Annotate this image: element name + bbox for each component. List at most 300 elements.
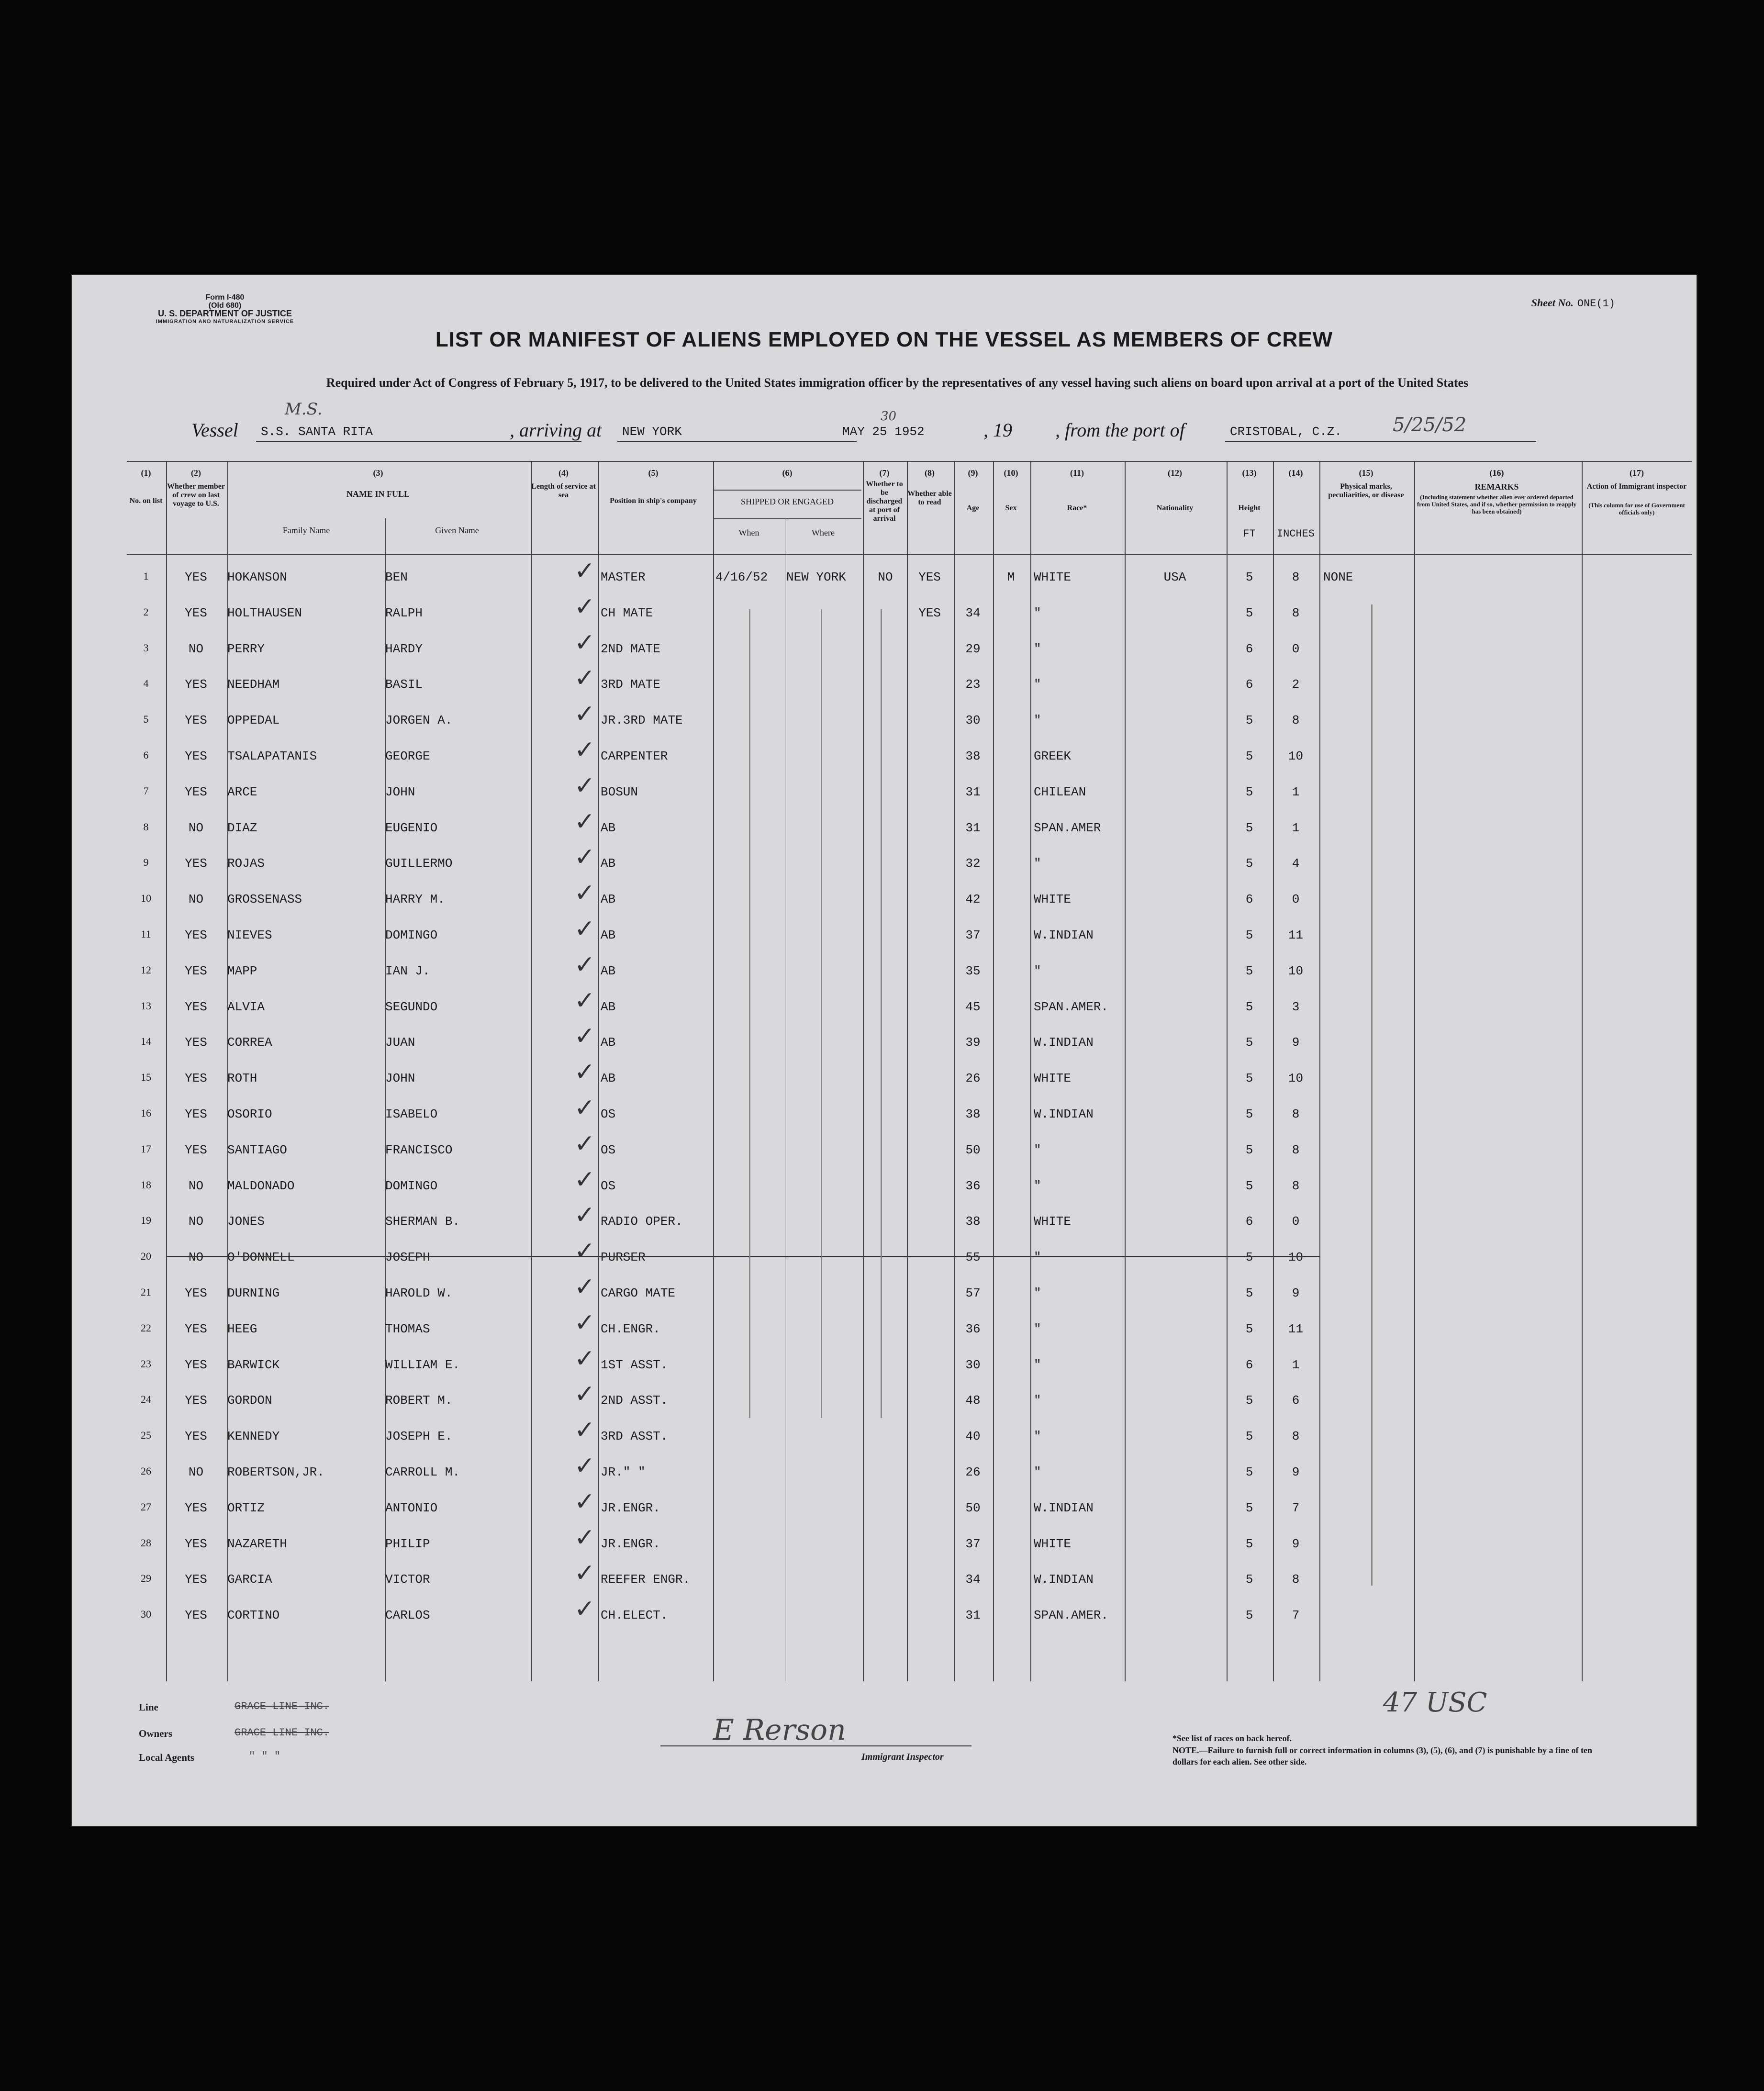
col-remarks-header: REMARKS: [1474, 482, 1519, 492]
crew-race-cell: ": [1034, 1286, 1041, 1300]
crew-last-cell: YES: [185, 856, 207, 871]
crew-ft-cell: 5: [1245, 820, 1253, 835]
crew-given-cell: DOMINGO: [385, 928, 438, 942]
check-mark-icon: ✓: [574, 664, 595, 693]
crew-position-cell: CH.ELECT.: [601, 1608, 668, 1623]
crew-in-cell: 1: [1292, 784, 1300, 799]
line-value: GRACE LINE INC.: [234, 1700, 330, 1712]
crew-last-cell: YES: [185, 1572, 207, 1587]
crew-ft-cell: 6: [1245, 677, 1253, 692]
crew-last-cell: YES: [185, 1357, 207, 1372]
form-agency: U. S. DEPARTMENT OF JUSTICE: [158, 309, 292, 318]
crew-row: [127, 915, 1692, 959]
crew-age-cell: 30: [965, 1357, 981, 1372]
owners-label: Owners: [139, 1728, 172, 1739]
crew-row: [127, 592, 1692, 637]
crew-family-cell: OSORIO: [227, 1107, 272, 1121]
crew-no-cell: 13: [141, 999, 151, 1012]
crew-race-cell: W.INDIAN: [1034, 928, 1094, 942]
check-mark-icon: ✓: [574, 950, 595, 979]
crew-no-cell: 19: [141, 1214, 151, 1227]
crew-position-cell: MASTER: [601, 570, 646, 584]
crew-when-cell: 4/16/52: [715, 570, 768, 584]
col-discharged-header: Whether to be discharged at port of arrival: [866, 480, 903, 523]
crew-in-cell: 9: [1292, 1035, 1300, 1050]
owners-value: GRACE LINE INC.: [234, 1727, 330, 1739]
departure-port: CRISTOBAL, C.Z.: [1230, 425, 1342, 439]
crew-position-cell: 1ST ASST.: [601, 1357, 668, 1372]
crew-family-cell: HEEG: [227, 1321, 257, 1336]
check-mark-icon: ✓: [574, 1129, 595, 1158]
arrival-port: NEW YORK: [622, 425, 682, 439]
crew-position-cell: AB: [601, 892, 616, 907]
col-service-header: Length of service at sea: [531, 482, 596, 499]
crew-row: [127, 628, 1692, 673]
crew-family-cell: NIEVES: [227, 928, 272, 942]
crew-ft-cell: 5: [1245, 713, 1253, 728]
crew-family-cell: OPPEDAL: [227, 713, 280, 728]
crew-in-cell: 10: [1288, 963, 1304, 978]
crew-race-cell: CHILEAN: [1034, 784, 1086, 799]
check-mark-icon: ✓: [574, 700, 595, 729]
crew-ft-cell: 5: [1245, 1572, 1253, 1587]
crew-position-cell: AB: [601, 999, 616, 1014]
crew-last-cell: YES: [185, 1286, 207, 1300]
crew-row: [127, 1165, 1692, 1210]
col-marks-header: Physical marks, peculiarities, or disease: [1328, 482, 1404, 499]
crew-age-cell: 36: [965, 1321, 981, 1336]
crew-row: [127, 1380, 1692, 1424]
crew-in-cell: 0: [1292, 892, 1300, 907]
crew-in-cell: 10: [1288, 1250, 1304, 1265]
crew-family-cell: ROJAS: [227, 856, 265, 871]
form-number: Form I-480: [205, 293, 245, 302]
crew-position-cell: OS: [601, 1107, 616, 1121]
crew-race-cell: ": [1034, 1465, 1041, 1479]
check-mark-icon: ✓: [574, 1058, 595, 1087]
crew-given-cell: GUILLERMO: [385, 856, 453, 871]
col-name-header: NAME IN FULL: [346, 489, 410, 499]
crew-family-cell: ROBERTSON,JR.: [227, 1465, 324, 1479]
crew-race-cell: W.INDIAN: [1034, 1107, 1094, 1121]
crew-row: [127, 1308, 1692, 1353]
crew-in-cell: 6: [1292, 1393, 1300, 1408]
col-shipped-header: SHIPPED OR ENGAGED: [740, 497, 834, 506]
crew-age-cell: 31: [965, 1608, 981, 1623]
crew-no-cell: 3: [143, 641, 149, 654]
column-number: (3): [373, 468, 383, 478]
crew-given-cell: EUGENIO: [385, 820, 438, 835]
crew-last-cell: YES: [185, 1393, 207, 1408]
crew-given-cell: HARRY M.: [385, 892, 445, 907]
crew-family-cell: MAPP: [227, 963, 257, 978]
crew-no-cell: 29: [141, 1572, 151, 1585]
crew-position-cell: CARGO MATE: [601, 1286, 676, 1300]
crew-in-cell: 7: [1292, 1500, 1300, 1515]
crew-family-cell: GORDON: [227, 1393, 272, 1408]
crew-in-cell: 8: [1292, 1429, 1300, 1444]
crew-age-cell: 40: [965, 1429, 981, 1444]
crew-given-cell: CARROLL M.: [385, 1465, 460, 1479]
crew-ft-cell: 5: [1245, 1500, 1253, 1515]
pencil-ditto-line: [821, 609, 822, 1418]
sheet-number-value: ONE(1): [1577, 298, 1615, 310]
crew-age-cell: 55: [965, 1250, 981, 1265]
column-number: (16): [1489, 468, 1504, 478]
vessel-hand-prefix: M.S.: [285, 400, 323, 419]
vessel-line: [72, 400, 1697, 447]
crew-ft-cell: 5: [1245, 963, 1253, 978]
crew-position-cell: AB: [601, 820, 616, 835]
crew-row: [127, 807, 1692, 852]
crew-position-cell: AB: [601, 1035, 616, 1050]
crew-position-cell: 3RD MATE: [601, 677, 660, 692]
agents-label: Local Agents: [139, 1752, 195, 1763]
arrival-date: MAY 25 1952: [842, 425, 925, 439]
column-number: (5): [648, 468, 659, 478]
crew-row: [127, 1237, 1692, 1281]
col-nationality-header: Nationality: [1156, 504, 1194, 512]
crew-no-cell: 1: [143, 570, 149, 582]
crew-in-cell: 10: [1288, 749, 1304, 763]
crew-row: [127, 879, 1692, 923]
crew-ft-cell: 5: [1245, 749, 1253, 763]
crew-no-cell: 20: [141, 1250, 151, 1263]
crew-family-cell: TSALAPATANIS: [227, 749, 317, 763]
col-shipped-when-header: When: [738, 528, 759, 537]
hand-date: 5/25/52: [1393, 414, 1467, 436]
crew-age-cell: 34: [965, 1572, 981, 1587]
column-number: (13): [1242, 468, 1257, 478]
crew-age-cell: 50: [965, 1142, 981, 1157]
crew-family-cell: SANTIAGO: [227, 1142, 287, 1157]
crew-no-cell: 16: [141, 1107, 151, 1119]
col-family-name-header: Family Name: [282, 526, 330, 535]
crew-given-cell: DOMINGO: [385, 1178, 438, 1193]
crew-last-cell: YES: [185, 1429, 207, 1444]
crew-row: [127, 1022, 1692, 1066]
col-no-header: No. on list: [129, 497, 163, 505]
crew-race-cell: ": [1034, 963, 1041, 978]
crew-given-cell: JOSEPH E.: [385, 1429, 453, 1444]
crew-race-cell: ": [1034, 1321, 1041, 1336]
crew-race-cell: GREEK: [1034, 749, 1072, 763]
crew-row: [127, 843, 1692, 887]
crew-family-cell: DURNING: [227, 1286, 280, 1300]
crew-position-cell: PURSER: [601, 1250, 646, 1265]
check-mark-icon: ✓: [574, 1308, 595, 1337]
arrival-date-correction: 30: [881, 409, 897, 424]
crew-family-cell: PERRY: [227, 641, 265, 656]
crew-row: [127, 950, 1692, 995]
crew-row: [127, 664, 1692, 708]
arriving-label: , arriving at: [510, 419, 602, 441]
crew-ft-cell: 5: [1245, 1286, 1253, 1300]
check-mark-icon: ✓: [574, 915, 595, 943]
crew-age-cell: 37: [965, 1536, 981, 1551]
crew-family-cell: ORTIZ: [227, 1500, 265, 1515]
crew-position-cell: AB: [601, 1071, 616, 1086]
check-mark-icon: ✓: [574, 879, 595, 908]
crew-ft-cell: 5: [1245, 856, 1253, 871]
crew-race-cell: ": [1034, 677, 1041, 692]
check-mark-icon: ✓: [574, 592, 595, 621]
crew-last-cell: YES: [185, 963, 207, 978]
crew-family-cell: CORTINO: [227, 1608, 280, 1623]
form-identifier: [144, 293, 306, 326]
crew-ft-cell: 5: [1245, 1178, 1253, 1193]
crew-age-cell: 23: [965, 677, 981, 692]
failure-note: NOTE.—Failure to furnish full or correct information in columns (3), (5), (6), and (7) is punishable by a fine of ten dollars for each alien. See other side.: [1172, 1745, 1593, 1767]
hand-number: 47 USC: [1383, 1687, 1487, 1718]
crew-race-cell: WHITE: [1034, 570, 1072, 584]
crew-in-cell: 7: [1292, 1608, 1300, 1623]
crew-age-cell: 34: [965, 605, 981, 620]
crew-row: [127, 1452, 1692, 1496]
column-number: (8): [925, 468, 935, 478]
crew-no-cell: 22: [141, 1321, 151, 1334]
crew-no-cell: 4: [143, 677, 149, 690]
crew-last-cell: NO: [188, 1465, 204, 1479]
col-sex-header: Sex: [1005, 504, 1017, 512]
crew-in-cell: 8: [1292, 1107, 1300, 1121]
crew-race-cell: ": [1034, 856, 1041, 871]
crew-position-cell: JR." ": [601, 1465, 646, 1479]
col-given-name-header: Given Name: [435, 526, 479, 535]
column-number: (9): [968, 468, 978, 478]
crew-read-cell: YES: [918, 570, 941, 584]
crew-no-cell: 5: [143, 713, 149, 726]
crew-race-cell: ": [1034, 605, 1041, 620]
crew-row: [127, 1273, 1692, 1317]
crew-age-cell: 31: [965, 820, 981, 835]
crew-race-cell: ": [1034, 641, 1041, 656]
year-label: , 19: [983, 419, 1012, 441]
crew-in-cell: 11: [1288, 928, 1304, 942]
crew-given-cell: SEGUNDO: [385, 999, 438, 1014]
crew-family-cell: HOLTHAUSEN: [227, 605, 302, 620]
crew-no-cell: 30: [141, 1608, 151, 1621]
crew-last-cell: YES: [185, 1071, 207, 1086]
crew-ft-cell: 5: [1245, 1429, 1253, 1444]
agents-value: " " ": [249, 1750, 281, 1762]
crew-row: [127, 1487, 1692, 1532]
crew-nationality-cell: USA: [1163, 570, 1186, 584]
column-number: (17): [1630, 468, 1644, 478]
crew-race-cell: ": [1034, 1178, 1041, 1193]
crew-position-cell: BOSUN: [601, 784, 638, 799]
crew-row: [127, 771, 1692, 816]
pencil-ditto-line: [749, 609, 750, 1418]
crew-position-cell: AB: [601, 856, 616, 871]
crew-race-cell: ": [1034, 1250, 1041, 1265]
crew-family-cell: ARCE: [227, 784, 257, 799]
crew-age-cell: 37: [965, 928, 981, 942]
crew-age-cell: 48: [965, 1393, 981, 1408]
check-mark-icon: ✓: [574, 1094, 595, 1122]
crew-given-cell: WILLIAM E.: [385, 1357, 460, 1372]
crew-last-cell: YES: [185, 1500, 207, 1515]
manifest-sheet: [72, 275, 1697, 1826]
crew-given-cell: ROBERT M.: [385, 1393, 453, 1408]
crew-no-cell: 21: [141, 1286, 151, 1298]
crew-race-cell: ": [1034, 1429, 1041, 1444]
crew-race-cell: WHITE: [1034, 1071, 1072, 1086]
check-mark-icon: ✓: [574, 1559, 595, 1588]
crew-position-cell: OS: [601, 1178, 616, 1193]
crew-no-cell: 11: [141, 928, 151, 940]
crew-given-cell: SHERMAN B.: [385, 1214, 460, 1229]
crew-given-cell: HARDY: [385, 641, 423, 656]
crew-ft-cell: 5: [1245, 1608, 1253, 1623]
crew-last-cell: YES: [185, 1608, 207, 1623]
check-mark-icon: ✓: [574, 1452, 595, 1480]
crew-given-cell: JUAN: [385, 1035, 415, 1050]
crew-position-cell: JR.ENGR.: [601, 1536, 660, 1551]
crew-in-cell: 2: [1292, 677, 1300, 692]
check-mark-icon: ✓: [574, 1165, 595, 1194]
crew-in-cell: 9: [1292, 1536, 1300, 1551]
column-number: (14): [1288, 468, 1303, 478]
strike-line: [166, 1256, 1319, 1257]
crew-given-cell: VICTOR: [385, 1572, 430, 1587]
crew-ft-cell: 5: [1245, 1536, 1253, 1551]
crew-age-cell: 38: [965, 1107, 981, 1121]
crew-age-cell: 42: [965, 892, 981, 907]
column-number: (4): [558, 468, 569, 478]
check-mark-icon: ✓: [574, 1273, 595, 1301]
form-old-number: (Old 680): [208, 302, 242, 310]
crew-in-cell: 9: [1292, 1286, 1300, 1300]
col-position-header: Position in ship's company: [610, 497, 697, 505]
crew-in-cell: 0: [1292, 641, 1300, 656]
check-mark-icon: ✓: [574, 1022, 595, 1051]
crew-last-cell: YES: [185, 570, 207, 584]
crew-position-cell: JR.ENGR.: [601, 1500, 660, 1515]
crew-ft-cell: 5: [1245, 1250, 1253, 1265]
crew-in-cell: 0: [1292, 1214, 1300, 1229]
sheet-number-label: Sheet No.: [1531, 297, 1574, 309]
crew-no-cell: 9: [143, 856, 149, 869]
column-number: (10): [1004, 468, 1018, 478]
col-remarks-subheader: (Including statement whether alien ever ordered deported from United States, and if so, whether permission to reapply has been obtained): [1417, 493, 1577, 515]
crew-family-cell: ROTH: [227, 1071, 257, 1086]
crew-given-cell: HAROLD W.: [385, 1286, 453, 1300]
crew-no-cell: 6: [143, 749, 149, 761]
crew-ft-cell: 5: [1245, 1035, 1253, 1050]
crew-row: [127, 1094, 1692, 1138]
check-mark-icon: ✓: [574, 1487, 595, 1516]
crew-last-cell: YES: [185, 749, 207, 763]
crew-age-cell: 38: [965, 1214, 981, 1229]
crew-position-cell: 3RD ASST.: [601, 1429, 668, 1444]
crew-last-cell: NO: [188, 1214, 204, 1229]
line-label: Line: [139, 1701, 158, 1713]
crew-race-cell: SPAN.AMER.: [1034, 999, 1109, 1014]
column-number: (7): [879, 468, 890, 478]
crew-ft-cell: 5: [1245, 999, 1253, 1014]
crew-family-cell: DIAZ: [227, 820, 257, 835]
check-mark-icon: ✓: [574, 771, 595, 800]
crew-age-cell: 26: [965, 1071, 981, 1086]
crew-age-cell: 26: [965, 1465, 981, 1479]
check-mark-icon: ✓: [574, 1237, 595, 1266]
crew-row: [127, 1595, 1692, 1639]
crew-family-cell: GARCIA: [227, 1572, 272, 1587]
crew-in-cell: 8: [1292, 1178, 1300, 1193]
crew-ft-cell: 5: [1245, 570, 1253, 584]
column-number: (12): [1168, 468, 1182, 478]
col-action-subheader: (This column for use of Government officials only): [1588, 502, 1685, 516]
crew-given-cell: JORGEN A.: [385, 713, 453, 728]
crew-no-cell: 10: [141, 892, 151, 905]
crew-row: [127, 736, 1692, 780]
crew-race-cell: W.INDIAN: [1034, 1500, 1094, 1515]
crew-no-cell: 17: [141, 1142, 151, 1155]
crew-family-cell: MALDONADO: [227, 1178, 295, 1193]
crew-row: [127, 1201, 1692, 1245]
crew-race-cell: ": [1034, 1142, 1041, 1157]
crew-last-cell: YES: [185, 1321, 207, 1336]
crew-no-cell: 18: [141, 1178, 151, 1191]
crew-row: [127, 1559, 1692, 1603]
crew-position-cell: AB: [601, 928, 616, 942]
crew-race-cell: WHITE: [1034, 1536, 1072, 1551]
inspector-label: Immigrant Inspector: [861, 1752, 944, 1762]
crew-ft-cell: 5: [1245, 605, 1253, 620]
crew-family-cell: HOKANSON: [227, 570, 287, 584]
crew-given-cell: RALPH: [385, 605, 423, 620]
crew-age-cell: 32: [965, 856, 981, 871]
crew-no-cell: 24: [141, 1393, 151, 1406]
crew-race-cell: WHITE: [1034, 892, 1072, 907]
crew-position-cell: CH MATE: [601, 605, 653, 620]
column-number: (11): [1070, 468, 1084, 478]
crew-ft-cell: 5: [1245, 1465, 1253, 1479]
crew-position-cell: CH.ENGR.: [601, 1321, 660, 1336]
crew-last-cell: YES: [185, 784, 207, 799]
sheet-number: [1531, 297, 1615, 310]
crew-ft-cell: 5: [1245, 1071, 1253, 1086]
crew-age-cell: 30: [965, 713, 981, 728]
crew-row: [127, 986, 1692, 1031]
check-mark-icon: ✓: [574, 1344, 595, 1373]
crew-ft-cell: 5: [1245, 784, 1253, 799]
check-mark-icon: ✓: [574, 1201, 595, 1230]
crew-race-cell: ": [1034, 1393, 1041, 1408]
crew-given-cell: PHILIP: [385, 1536, 430, 1551]
crew-age-cell: 31: [965, 784, 981, 799]
crew-last-cell: NO: [188, 1250, 204, 1265]
crew-read-cell: YES: [918, 605, 941, 620]
col-action-header: Action of Immigrant inspector: [1586, 482, 1687, 491]
crew-family-cell: CORREA: [227, 1035, 272, 1050]
vessel-name: S.S. SANTA RITA: [261, 425, 373, 439]
check-mark-icon: ✓: [574, 1523, 595, 1552]
crew-in-cell: 8: [1292, 570, 1300, 584]
crew-row: [127, 557, 1692, 601]
crew-in-cell: 8: [1292, 1142, 1300, 1157]
crew-position-cell: REEFER ENGR.: [601, 1572, 691, 1587]
vessel-label: Vessel: [191, 419, 238, 441]
crew-age-cell: 35: [965, 963, 981, 978]
crew-race-cell: SPAN.AMER: [1034, 820, 1101, 835]
crew-position-cell: CARPENTER: [601, 749, 668, 763]
crew-family-cell: ALVIA: [227, 999, 265, 1014]
crew-given-cell: JOSEPH: [385, 1250, 430, 1265]
crew-in-cell: 1: [1292, 1357, 1300, 1372]
crew-manifest-table: [127, 461, 1692, 1681]
